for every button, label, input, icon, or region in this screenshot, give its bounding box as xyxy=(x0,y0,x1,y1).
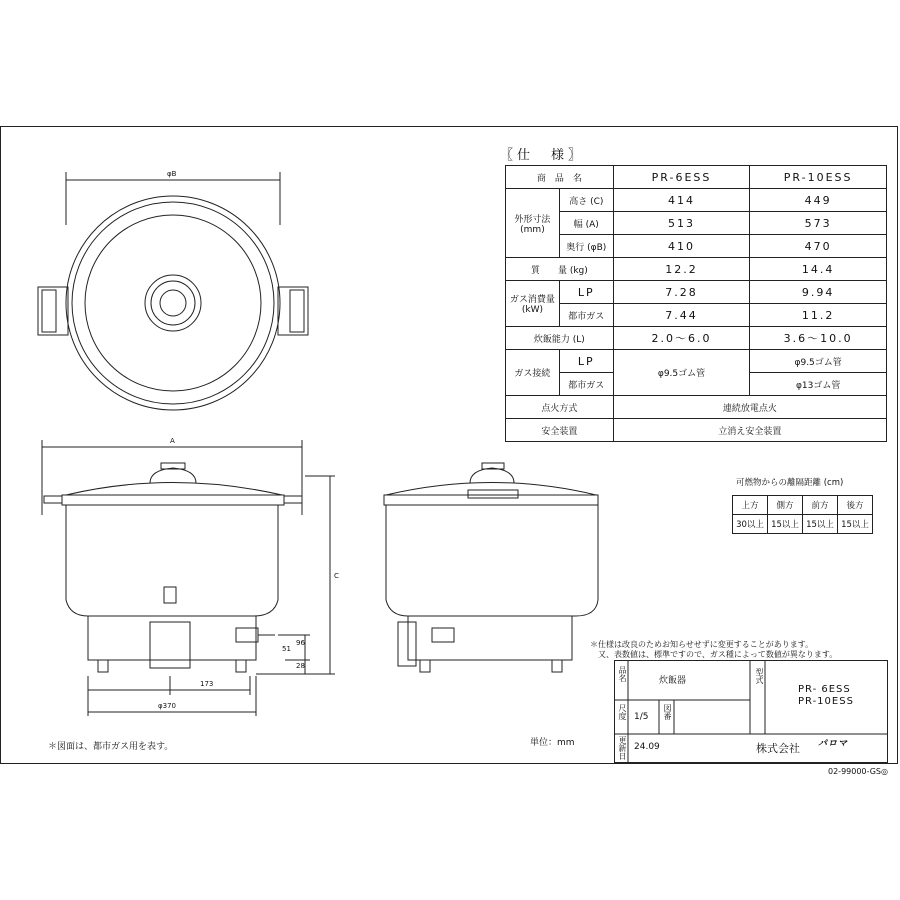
spec-dims-label: 外形寸法 (mm) xyxy=(506,189,560,258)
spec-change-note: ＊仕様は改良のためお知らせせずに変更することがあります。 又、表数値は、標準ですので、ガス種によって数値が異なります。 xyxy=(590,640,838,659)
tb-date-label: 更新日 xyxy=(618,736,627,760)
distance-header: 前方 xyxy=(803,496,838,515)
distance-value: 15以上 xyxy=(803,515,838,534)
spec-ignition-value: 連続放電点火 xyxy=(613,396,886,419)
spec-dim-label: 幅 (A) xyxy=(559,212,613,235)
dim-173: 173 xyxy=(200,680,214,688)
tb-name-label: 品名 xyxy=(618,666,627,682)
dim-phiB: φB xyxy=(167,170,177,178)
spec-table xyxy=(505,165,887,442)
dim-C: C xyxy=(334,572,339,580)
spec-header-name: 商 品 名 xyxy=(506,166,614,189)
spec-conn-6: φ9.5ゴム管 xyxy=(613,350,750,396)
spec-gas-label: ガス消費量 (kW) xyxy=(506,281,560,327)
spec-title: 〖仕 様〗 xyxy=(500,148,586,163)
spec-gas-type: LP xyxy=(559,281,613,304)
spec-safety-value: 立消え安全装置 xyxy=(613,419,886,442)
spec-cell: 7.28 xyxy=(613,281,750,304)
front-view xyxy=(42,440,335,716)
spec-cell: 449 xyxy=(750,189,887,212)
distance-value: 30以上 xyxy=(733,515,768,534)
spec-model-10: PR-10ESS xyxy=(750,166,887,189)
tb-model-label: 型式 xyxy=(755,668,764,684)
spec-safety-label: 安全装置 xyxy=(506,419,614,442)
spec-ignition-label: 点火方式 xyxy=(506,396,614,419)
distance-header: 上方 xyxy=(733,496,768,515)
tb-name: 炊飯器 xyxy=(659,676,687,686)
spec-conn-10-city: φ13ゴム管 xyxy=(750,373,887,396)
distance-table xyxy=(732,495,873,534)
spec-capacity-label: 炊飯能力 (L) xyxy=(506,327,614,350)
tb-date: 24.09 xyxy=(634,742,660,752)
unit-label: 単位：mm xyxy=(530,738,575,748)
tb-company: 株式会社 xyxy=(756,742,800,755)
dim-A: A xyxy=(170,437,175,445)
spec-model-6: PR-6ESS xyxy=(613,166,750,189)
spec-conn-type: 都市ガス xyxy=(559,373,613,396)
tb-model-6: PR- 6ESS xyxy=(798,684,851,695)
drawing-code: 02-99000-GS◎ xyxy=(828,767,888,776)
distance-header: 側方 xyxy=(768,496,803,515)
spec-conn-type: LP xyxy=(559,350,613,373)
title-block xyxy=(614,660,888,763)
tb-model-10: PR-10ESS xyxy=(798,696,854,707)
tb-scale: 1/5 xyxy=(634,712,649,722)
spec-cell: 12.2 xyxy=(613,258,750,281)
dim-28: 28 xyxy=(296,662,305,670)
spec-cell: 7.44 xyxy=(613,304,750,327)
distance-value: 15以上 xyxy=(838,515,873,534)
spec-dim-label: 奥行 (φB) xyxy=(559,235,613,258)
spec-cell: 2.0〜6.0 xyxy=(613,327,750,350)
spec-cell: 11.2 xyxy=(750,304,887,327)
spec-conn-10-lp: φ9.5ゴム管 xyxy=(750,350,887,373)
spec-cell: 3.6〜10.0 xyxy=(750,327,887,350)
spec-cell: 513 xyxy=(613,212,750,235)
dim-51: 51 xyxy=(282,645,291,653)
spec-dim-label: 高さ (C) xyxy=(559,189,613,212)
figure-note: ＊図面は、都市ガス用を表す。 xyxy=(48,742,174,752)
dim-370: φ370 xyxy=(158,702,176,710)
spec-cell: 414 xyxy=(613,189,750,212)
spec-cell: 14.4 xyxy=(750,258,887,281)
spec-cell: 9.94 xyxy=(750,281,887,304)
top-view xyxy=(38,172,308,410)
distance-header: 後方 xyxy=(838,496,873,515)
distance-title: 可燃物からの離隔距離 (cm) xyxy=(736,478,844,488)
spec-cell: 573 xyxy=(750,212,887,235)
tb-scale-label: 尺度 xyxy=(618,704,627,720)
spec-conn-label: ガス接続 xyxy=(506,350,560,396)
paloma-logo: パロマ xyxy=(818,739,849,749)
side-view xyxy=(384,463,598,672)
spec-cell: 410 xyxy=(613,235,750,258)
spec-gas-type: 都市ガス xyxy=(559,304,613,327)
dim-96: 96 xyxy=(296,639,305,647)
spec-cell: 470 xyxy=(750,235,887,258)
spec-mass-label: 質 量 (kg) xyxy=(506,258,614,281)
distance-value: 15以上 xyxy=(768,515,803,534)
tb-drawing-label: 図番 xyxy=(663,704,672,720)
